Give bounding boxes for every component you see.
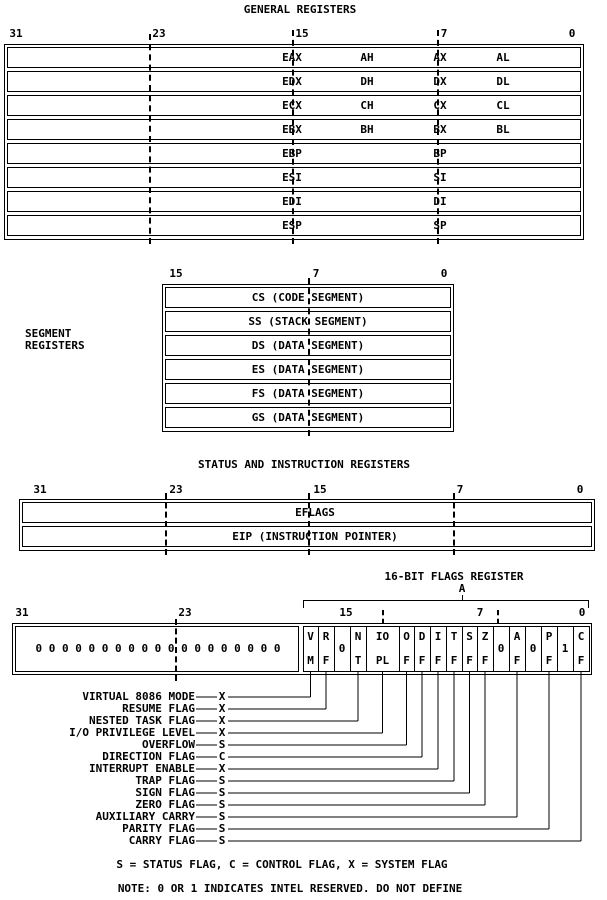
flag-cell-bottom: M [307,654,314,667]
register-word-si: SI [433,171,447,184]
flag-cell-bottom: PL [375,654,390,667]
register-name-edx: EDX [282,75,302,88]
flag-cell-bottom: F [322,654,330,667]
segment-register-fs: FS (DATA SEGMENT) [251,387,365,400]
flag-legend-type: X [218,690,226,703]
flag-legend-name: SIGN FLAG [135,786,195,799]
flags-bit-label-7: 7 [476,606,484,619]
flag-type-key: S = STATUS FLAG, C = CONTROL FLAG, X = SYSTEM FLAG [116,858,448,871]
segment-register-cs: CS (CODE SEGMENT) [251,291,365,304]
flags-bit-label-15: 15 [339,606,353,619]
flag-reserved-bit: 0 [497,642,505,655]
segment-register-ds: DS (DATA SEGMENT) [251,339,365,352]
reserved-note: NOTE: 0 OR 1 INDICATES INTEL RESERVED. DO NOT DEFINE [117,882,463,895]
bit-label-0: 0 [568,27,576,40]
flag-legend-type: S [218,798,226,811]
flags-bit-label-23: 23 [178,606,192,619]
flag-cell-top: V [307,630,314,643]
flag-legend-type: S [218,822,226,835]
flag-cell-bottom: F [403,654,410,667]
segment-bit-label-7: 7 [312,267,320,280]
flag-cell-top: R [322,630,330,643]
flag-cell-top: O [403,630,410,643]
flag-cell-bottom: F [513,654,521,667]
flag-legend-type: X [218,714,226,727]
flag-cell-top: D [418,630,426,643]
flag-cell-top: P [545,630,553,643]
register-name-esp: ESP [282,219,302,232]
reserved-zeros: 0 0 0 0 0 0 0 0 0 0 0 0 0 0 0 0 0 0 0 [35,642,281,655]
register-word-dx: DX [433,75,447,88]
eflags-label: EFLAGS [295,506,335,519]
flag-legend-type: S [218,738,226,751]
register-word-bx: BX [433,123,447,136]
flag-cell-bottom: F [577,654,585,667]
segment-label-line2: REGISTERS [25,339,85,352]
register-high-byte: BH [360,123,374,136]
segment-register-gs: GS (DATA SEGMENT) [251,411,365,424]
register-low-byte: DL [496,75,510,88]
flag-legend-name: TRAP FLAG [135,774,195,787]
flag-legend-name: VIRTUAL 8086 MODE [82,690,195,703]
register-high-byte: DH [360,75,374,88]
flag-cell-bottom: F [481,654,489,667]
status-registers-title: STATUS AND INSTRUCTION REGISTERS [198,458,410,471]
segment-register-ss: SS (STACK SEGMENT) [248,315,368,328]
flag-cell-top: T [450,630,458,643]
flag-cell-bottom: F [466,654,473,667]
register-low-byte: CL [496,99,510,112]
register-name-edi: EDI [282,195,302,208]
register-high-byte: CH [360,99,374,112]
flag-legend-name: NESTED TASK FLAG [89,714,195,727]
flags-bit-label-0: 0 [578,606,586,619]
flag-legend-name: OVERFLOW [142,738,195,751]
status-bit-label-7: 7 [456,483,464,496]
status-bit-label-15: 15 [313,483,327,496]
register-word-bp: BP [433,147,447,160]
flag-legend-type: X [218,702,226,715]
flag-legend-type: S [218,834,226,847]
flag-cell-bottom: F [418,654,426,667]
eip-label: EIP (INSTRUCTION POINTER) [232,530,398,543]
flag-reserved-bit: 0 [338,642,346,655]
flag-legend-name: PARITY FLAG [122,822,195,835]
status-bit-label-0: 0 [576,483,584,496]
flag-cell-top: IO [375,630,390,643]
flag-legend-name: RESUME FLAG [122,702,195,715]
register-name-ecx: ECX [282,99,302,112]
flag-cell-bottom: T [354,654,362,667]
flag-cell-top: I [434,630,442,643]
bit-label-23: 23 [152,27,166,40]
flag-cell-bottom: F [545,654,553,667]
segment-bit-label-15: 15 [169,267,183,280]
register-name-esi: ESI [282,171,302,184]
flag-legend-type: S [218,774,226,787]
flag-legend-name: AUXILIARY CARRY [95,810,195,823]
flag-legend-type: S [218,810,226,823]
register-word-ax: AX [433,51,447,64]
status-bit-label-23: 23 [169,483,183,496]
segment-bit-label-0: 0 [440,267,448,280]
flags-register-title: 16-BIT FLAGS REGISTER [384,570,524,583]
flag-cell-top: Z [481,630,489,643]
register-word-cx: CX [433,99,447,112]
bit-label-31: 31 [9,27,23,40]
flags-bit-label-31: 31 [15,606,29,619]
flag-legend-type: X [218,762,226,775]
flag-cell-top: S [466,630,473,643]
flag-reserved-bit: 1 [561,642,569,655]
register-name-ebx: EBX [282,123,302,136]
flag-cell-top: A [513,630,521,643]
flag-cell-top: C [577,630,585,643]
segment-label-line1: SEGMENT [25,327,72,340]
status-bit-label-31: 31 [33,483,47,496]
flags-marker: A [458,582,466,595]
flag-legend-name: I/O PRIVILEGE LEVEL [69,726,195,739]
register-high-byte: AH [360,51,374,64]
register-name-ebp: EBP [282,147,302,160]
register-low-byte: BL [496,123,510,136]
flag-cell-bottom: F [450,654,458,667]
flag-legend-type: X [218,726,226,739]
flag-legend-name: CARRY FLAG [128,834,195,847]
register-word-sp: SP [433,219,447,232]
bit-label-15: 15 [295,27,309,40]
register-name-eax: EAX [282,51,302,64]
flag-legend-type: C [218,750,226,763]
flag-legend-name: ZERO FLAG [135,798,195,811]
flag-legend-name: INTERRUPT ENABLE [89,762,195,775]
flag-legend-name: DIRECTION FLAG [102,750,195,763]
general-registers-title: GENERAL REGISTERS [243,3,357,16]
register-word-di: DI [433,195,447,208]
register-low-byte: AL [496,51,510,64]
flag-cell-bottom: F [434,654,442,667]
flag-legend-type: S [218,786,226,799]
flag-reserved-bit: 0 [529,642,537,655]
bit-label-7: 7 [440,27,448,40]
flag-cell-top: N [354,630,362,643]
segment-register-es: ES (DATA SEGMENT) [251,363,365,376]
